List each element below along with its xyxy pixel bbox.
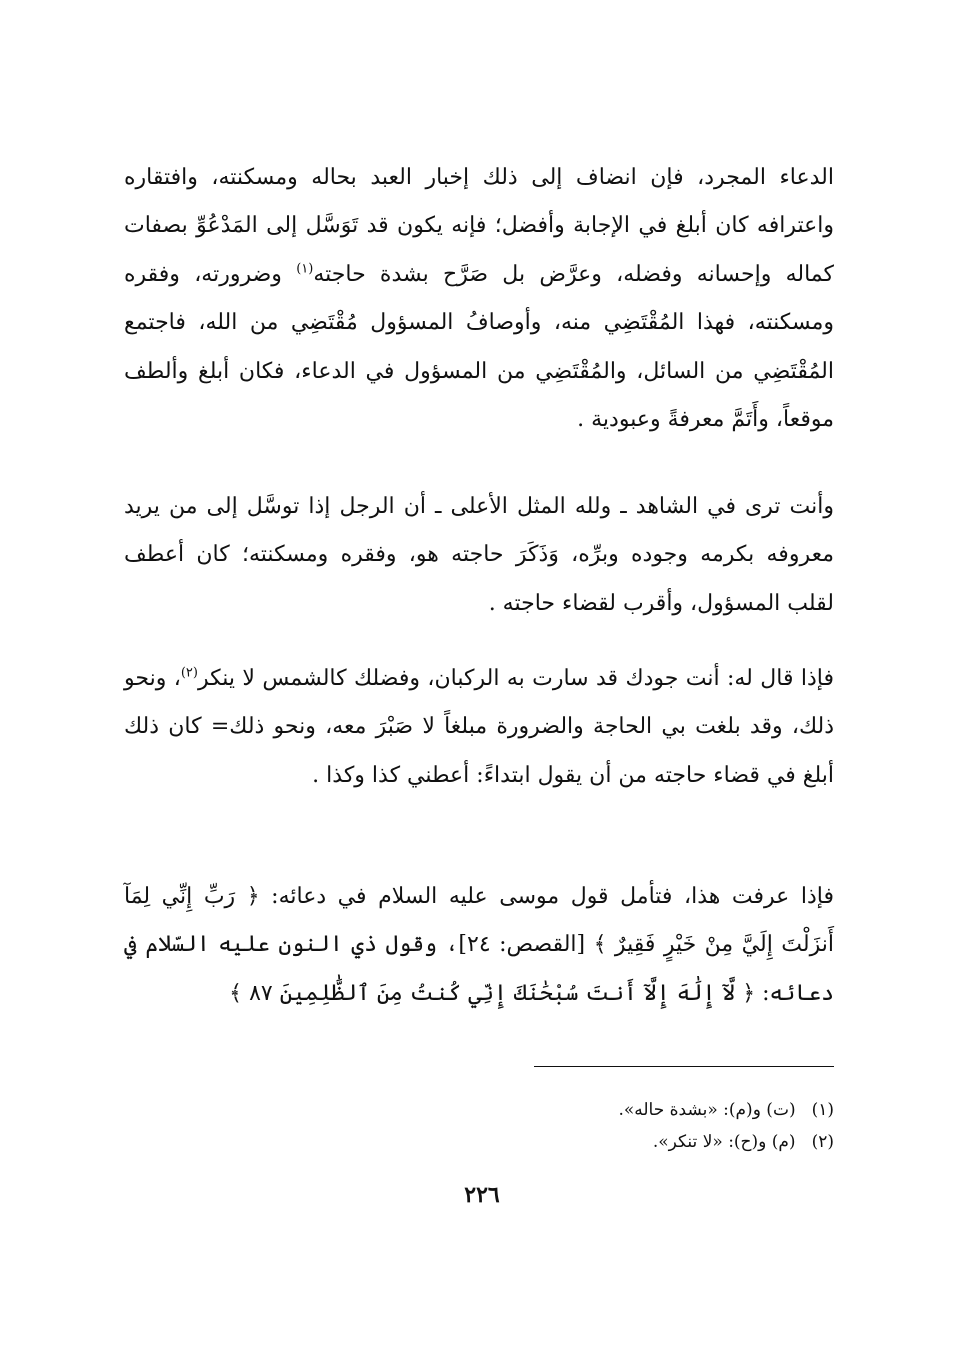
footnote-1-number: (١)	[811, 1100, 834, 1120]
footnote-ref-1: (١)	[296, 261, 314, 277]
paragraph-1-text-after-ref: وضرورته، وفقره ومسكنته، فهذا المُقْتَضِي منه، وأوصافُ المسؤول مُقْتَضِي من الله، فاجتمع المُقْتَضِي من السائل، والمُقْتَضِي من المسؤول في الدعاء، فكان أبلغ وألطف موقعاً، وأَتَمَّ معرفةً وعبودية .	[124, 261, 834, 433]
footnotes	[124, 1094, 834, 1158]
footnote-ref-2: (٢)	[180, 665, 198, 681]
paragraph-3-text-after-ref: ، ونحو ذلك، وقد بلغت بي الحاجة والضرورة مبلغاً لا صَبْرَ معه، ونحو ذلك= كان ذلك أبلغ في قضاء حاجته من أن يقول ابتداءً: أعطني كذا وكذا .	[124, 666, 834, 788]
paragraph-2	[124, 483, 834, 628]
paragraph-4	[124, 873, 834, 1018]
footnote-1	[124, 1094, 834, 1126]
footnote-2-text: (م) و(ح): «لا تنكر».	[652, 1132, 796, 1152]
page-number: ٢٢٦	[464, 1182, 500, 1208]
footnote-1-text: (ت) و(م): «بشدة حاله».	[618, 1100, 796, 1120]
paragraph-1-text-before-ref: الدعاء المجرد، فإن انضاف إلى ذلك إخبار العبد بحاله ومسكنته، وافتقاره واعترافه كان أبلغ في الإجابة وأفضل؛ فإنه يكون قد تَوَسَّل إلى المَدْعُوِّ بصفات كماله وإحسانه وفضله، وعرَّض بل صَرَّح بشدة حاجته	[124, 165, 835, 287]
paragraph-3-text-before-ref: فإذا قال له: أنت جودك قد سارت به الركبان، وفضلك كالشمس لا ينكر	[197, 666, 834, 691]
footnote-2	[124, 1126, 834, 1158]
paragraph-1	[124, 154, 834, 444]
paragraph-4-text: فإذا عرفت هذا، فتأمل قول موسى عليه السلام في دعائه: ﴿ رَبِّ إِنِّي لِمَآ أَنزَلْتَ إِلَيَّ مِنْ خَيْرٍ فَقِيرٌ ﴾ [القصص: ٢٤]، وقول ذي النون عليه السّلام في دعائه: ﴿ لَّآ إِلَٰهَ إِلَّآ أَنتَ سُبْحَٰنَكَ إِنِّي كُنتُ مِنَ ٱلظَّٰلِمِينَ ٨٧ ﴾	[124, 884, 834, 1006]
paragraph-2-text: وأنت ترى في الشاهد ـ ولله المثل الأعلى ـ أن الرجل إذا توسَّل إلى من يريد معروفه بكرمه وجوده وبرِّه، وَذَكَرَ حاجته هو، وفقره ومسكنته؛ كان أعطف لقلب المسؤول، وأقرب لقضاء حاجته .	[124, 494, 834, 616]
footnote-separator	[534, 1066, 834, 1067]
paragraph-3	[124, 655, 834, 800]
footnote-2-number: (٢)	[811, 1132, 834, 1152]
